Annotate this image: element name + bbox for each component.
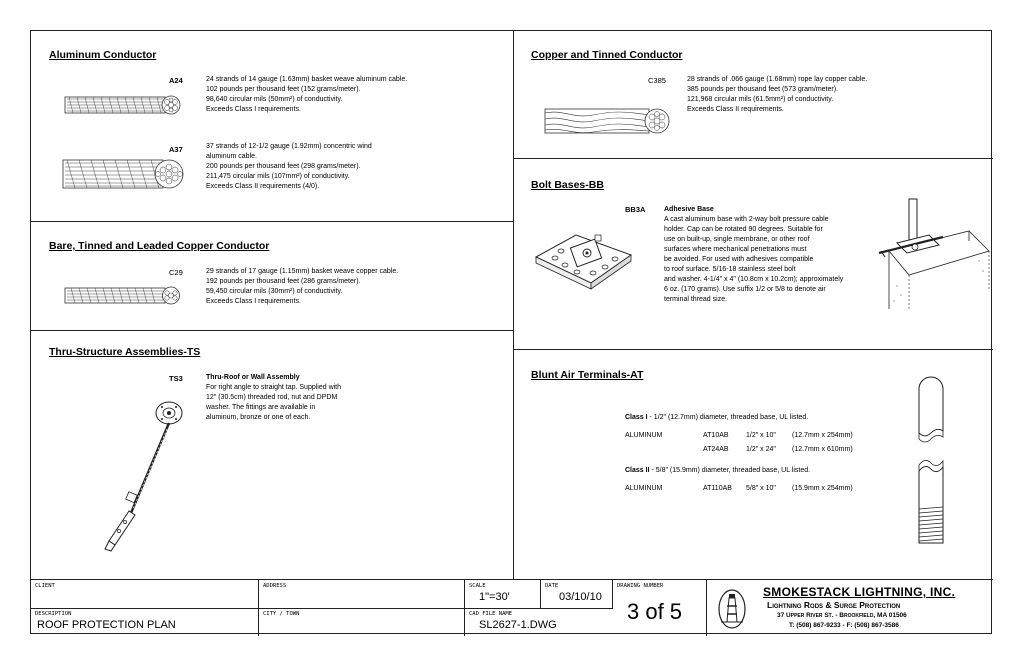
class2-label: Class II [625,467,650,474]
city-label: CITY / TOWN [263,611,300,617]
drawing-number-value: 3 of 5 [627,599,683,624]
drawing-number-label: DRAWING NUMBER [617,583,664,589]
class1-heading [625,413,808,423]
cad-value: SL2627-1.DWG [479,619,557,631]
row-material: ALUMINUM [625,485,663,492]
code-a24: A24 [169,76,183,85]
scale-cell [465,580,541,608]
address-label: ADDRESS [263,583,287,589]
section-title-aluminum: Aluminum Conductor [49,49,157,61]
section-title-bolt-bases: Bolt Bases-BB [531,179,604,191]
city-cell [259,608,465,636]
desc-line: to roof surface. 5/16-18 stainless steel bolt [664,266,796,273]
class2-text: - 5/8" (15.9mm) diameter, threaded base, UL listed. [649,467,811,474]
divider [31,221,513,222]
cad-label: CAD FILE NAME [469,611,513,617]
ts3-subtitle: Thru-Roof or Wall Assembly [206,374,300,381]
code-c29: C29 [169,268,183,277]
bb3a-description [664,205,843,305]
desc-line: 59,450 circular mils (30mm²) of conductivity. [206,288,343,295]
desc-line: 24 strands of 14 gauge (1.63mm) basket weave aluminum cable. [206,76,408,83]
date-value: 03/10/10 [559,591,602,603]
desc-line: 192 pounds per thousand feet (286 grams/meter). [206,278,361,285]
code-ts3: TS3 [169,374,183,383]
cable-icon [63,283,183,309]
drawing-number-cell [613,580,707,636]
a37-description [206,142,372,192]
row-size: 5/8" x 10" [746,485,776,492]
class2-heading [625,466,810,476]
row-material: ALUMINUM [625,432,663,439]
air-terminal-icon [911,457,951,549]
description-value: ROOF PROTECTION PLAN [37,619,176,631]
cable-icon [543,105,673,139]
c29-description [206,267,398,307]
divider [31,330,513,331]
desc-line: 29 strands of 17 gauge (1.15mm) basket weave copper cable. [206,268,399,275]
desc-line: 37 strands of 12-1/2 gauge (1.92mm) concentric wind [206,143,372,150]
date-cell [541,580,613,608]
desc-line: 211,475 circular mils (107mm²) of conductivity. [206,173,350,180]
desc-line: 385 pounds per thousand feet (573 gram/meter). [687,86,838,93]
company-tagline: Lightning Rods & Surge Protection [767,600,901,610]
code-c385: C385 [648,76,666,85]
code-bb3a: BB3A [625,205,646,214]
description-label: DESCRIPTION [35,611,72,617]
air-terminal-icon [911,373,951,449]
lighthouse-logo-icon [717,588,747,630]
desc-line: For right angle to straight tap. Supplied with [206,384,342,391]
bb3a-subtitle: Adhesive Base [664,206,714,213]
desc-line: Exceeds Class I requirements. [206,106,301,113]
cable-icon [61,155,186,195]
desc-line: 12" (30.5cm) threaded rod, nut and DPDM [206,394,338,401]
cable-icon [63,91,183,119]
row-metric: (12.7mm x 254mm) [792,432,853,439]
drawing-sheet [30,30,992,634]
desc-line: 200 pounds per thousand feet (298 grams/meter). [206,163,361,170]
desc-line: terminal thread size. [664,296,728,303]
company-phone: T: (508) 867-9233 - F: (508) 867-3586 [789,622,899,629]
desc-line: 98,640 circular mils (50mm²) of conductivity. [206,96,343,103]
desc-line: 102 pounds per thousand feet (152 grams/meter). [206,86,361,93]
section-title-thru-structure: Thru-Structure Assemblies-TS [49,346,201,358]
class1-label: Class I [625,414,648,421]
client-label: CLIENT [35,583,55,589]
desc-line: Exceeds Class II requirements. [687,106,784,113]
row-metric: (15.9mm x 254mm) [792,485,853,492]
company-address: 37 Upper River St. - Brookfield, MA 01506 [777,612,907,619]
section-title-copper: Copper and Tinned Conductor [531,49,683,61]
row-size: 1/2" x 10" [746,432,776,439]
vertical-divider [513,31,514,579]
class1-text: - 1/2" (12.7mm) diameter, threaded base, UL listed. [647,414,809,421]
thru-roof-assembly-icon [71,393,191,553]
c385-description [687,75,867,115]
desc-line: Exceeds Class I requirements. [206,298,301,305]
row-code: AT110AB [703,485,732,492]
desc-line: 28 strands of .066 gauge (1.68mm) rope lay copper cable. [687,76,868,83]
ts3-description [206,373,341,423]
desc-line: aluminum, bronze or one of each. [206,414,311,421]
desc-line: aluminum cable. [206,153,257,160]
row-code: AT10AB [703,432,729,439]
desc-line: and washer. 4-1/4" x 4" (10.8cm x 10.2cm); approximately [664,276,844,283]
divider [513,349,993,350]
row-size: 1/2" x 24" [746,446,776,453]
row-code: AT24AB [703,446,729,453]
date-label: DATE [545,583,559,589]
desc-line: surfaces where mechanical penetrations must [664,246,807,253]
desc-line: holder. Cap can be rotated 90 degrees. Suitable for [664,226,823,233]
row-metric: (12.7mm x 610mm) [792,446,853,453]
scale-value: 1"=30' [479,591,510,603]
bolt-base-icon [531,227,641,297]
company-name: SMOKESTACK LIGHTNING, INC. [763,585,956,599]
desc-line: 6 oz. (170 grams). Use suffix 1/2 or 5/8 to denote air [664,286,826,293]
a24-description [206,75,407,115]
title-block [31,579,993,635]
desc-line: Exceeds Class II requirements (4/0). [206,183,320,190]
section-title-blunt-air: Blunt Air Terminals-AT [531,369,644,381]
desc-line: A cast aluminum base with 2-way bolt pressure cable [664,216,829,223]
desc-line: 121,968 circular mils (61.5mm²) of conductivity. [687,96,834,103]
desc-line: use on built-up, single membrane, or other roof [664,236,810,243]
desc-line: washer. The fittings are available in [206,404,316,411]
code-a37: A37 [169,145,183,154]
bolt-base-icon [869,191,991,311]
cad-cell [465,608,613,636]
description-cell [31,608,259,636]
divider [513,158,993,159]
desc-line: be avoided. For used with adhesives compatible [664,256,814,263]
section-title-bare-copper: Bare, Tinned and Leaded Copper Conductor [49,240,270,252]
scale-label: SCALE [469,583,486,589]
